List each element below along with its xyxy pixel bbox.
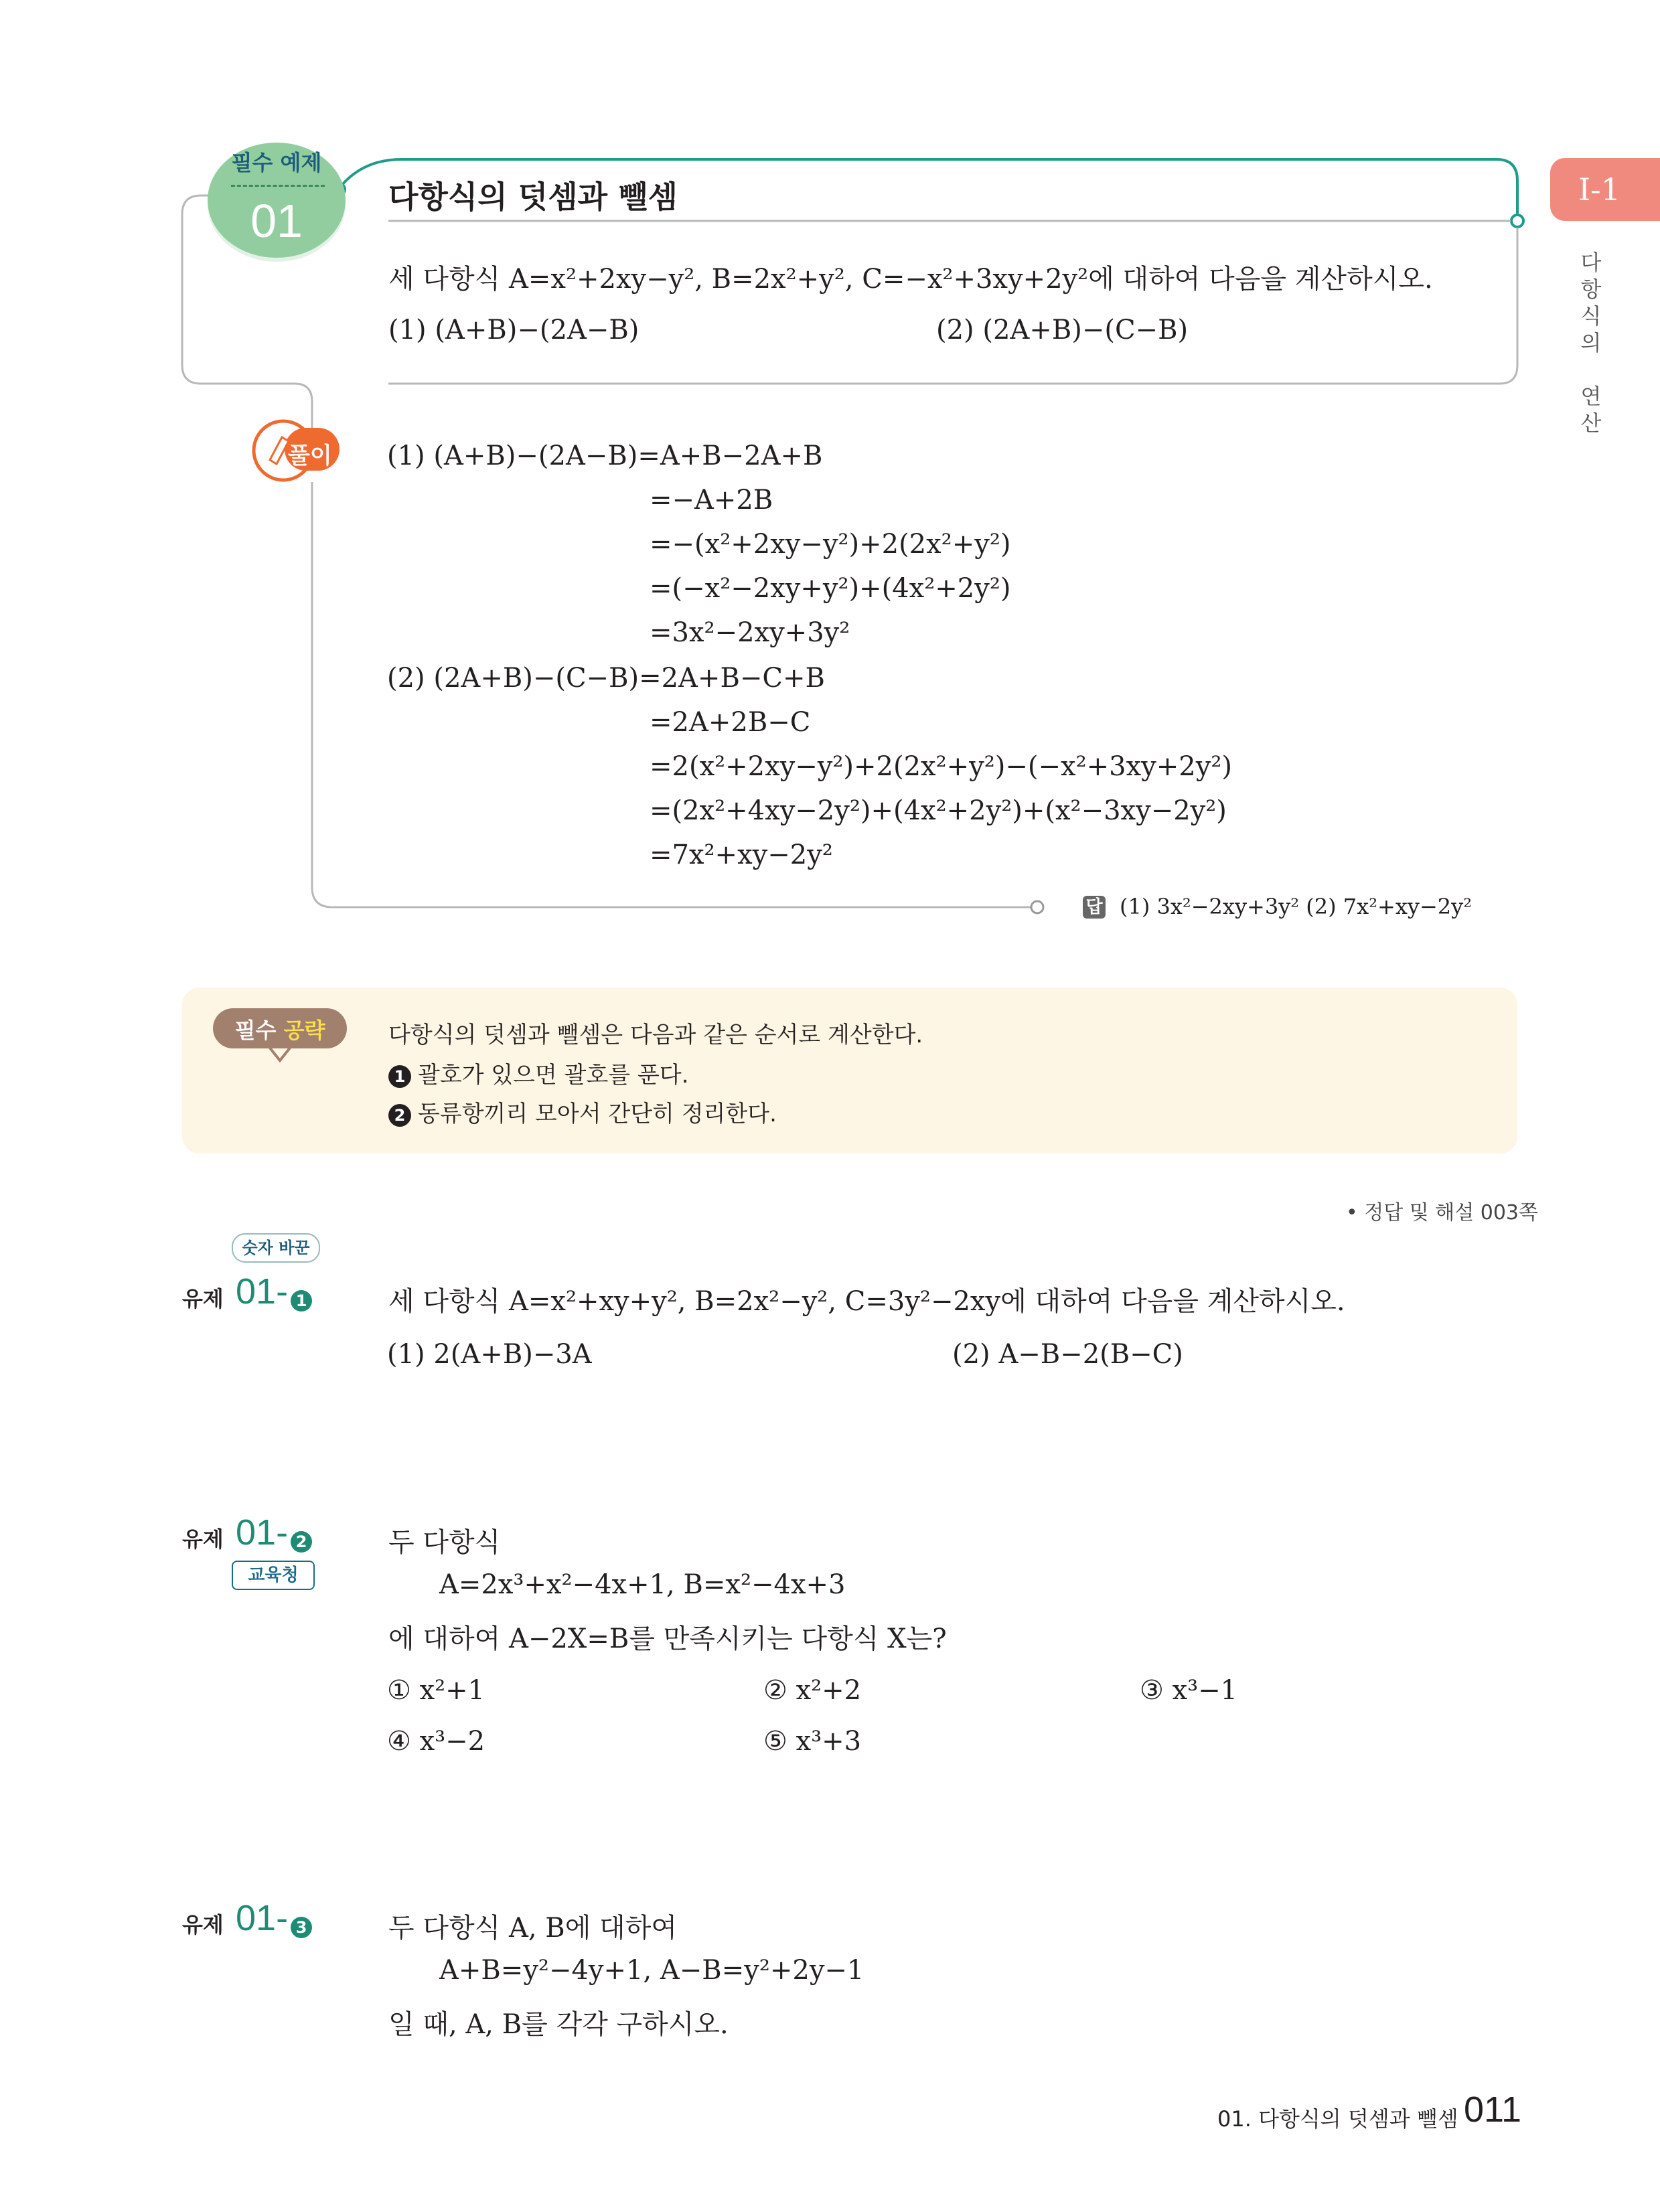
yuje3-line3: 일 때, A, B를 각각 구하시오.	[388, 2009, 729, 2040]
choice: ③ x³−1	[1140, 1675, 1238, 1706]
badge-divider	[231, 185, 325, 191]
tip-pointer-icon	[267, 1046, 293, 1064]
chapter-tab-label: I-1	[1578, 171, 1620, 208]
solution-line: (1) (A+B)−(2A−B)=A+B−2A+B	[387, 441, 823, 471]
solution-line: =3x²−2xy+3y²	[650, 617, 850, 648]
variant-tag: 숫자 바꾼	[232, 1233, 320, 1263]
yuje3-line1: 두 다항식 A, B에 대하여	[388, 1913, 677, 1944]
solution-line: =2A+2B−C	[650, 707, 811, 738]
choice: ⑤ x³+3	[763, 1726, 862, 1757]
side-title-char: 산	[1580, 410, 1602, 436]
yuje2-line2: A=2x³+x²−4x+1, B=x²−4x+3	[439, 1569, 846, 1600]
yuje-number: 01- 2	[236, 1512, 312, 1553]
choice: ① x²+1	[387, 1675, 485, 1706]
example-number: 01	[250, 195, 303, 247]
choice: ② x²+2	[763, 1675, 862, 1706]
example-title: 다항식의 덧셈과 뺄셈	[388, 179, 678, 215]
tip-box	[182, 988, 1517, 1154]
side-title-char: 의	[1580, 330, 1602, 356]
tip-badge-label: 필수 공략	[234, 1018, 325, 1043]
solution-line: =2(x²+2xy−y²)+2(2x²+y²)−(−x²+3xy+2y²)	[650, 751, 1232, 782]
yuje1-q2: (2) A−B−2(B−C)	[952, 1339, 1183, 1370]
page-number: 011	[1464, 2089, 1522, 2130]
side-title-char: 식	[1580, 303, 1602, 329]
tip-step-1: 1 괄호가 있으면 괄호를 푼다.	[388, 1056, 689, 1089]
solution-label: 풀이	[288, 443, 332, 469]
yuje2-line3: 에 대하여 A−2X=B를 만족시키는 다항식 X는?	[388, 1624, 947, 1654]
tip-step-2: 2 동류항끼리 모아서 간단히 정리한다.	[388, 1095, 777, 1128]
solution-line: =7x²+xy−2y²	[650, 840, 833, 870]
yuje2-line1: 두 다항식	[388, 1527, 501, 1558]
solution-line: =−(x²+2xy−y²)+2(2x²+y²)	[650, 529, 1011, 560]
yuje-label: 유제	[182, 1912, 224, 1938]
yuje1-problem: 세 다항식 A=x²+xy+y², B=2x²−y², C=3y²−2xy에 대하여 다음을 계산하시오.	[388, 1286, 1345, 1317]
side-title-char: 항	[1580, 276, 1602, 302]
yuje-label: 유제	[182, 1526, 224, 1552]
solution-line: =−A+2B	[650, 485, 773, 516]
example-badge-label: 필수 예제	[231, 150, 322, 175]
yuje1-q1: (1) 2(A+B)−3A	[387, 1339, 592, 1370]
answer-reference: • 정답 및 해설 003쪽	[1346, 1201, 1538, 1224]
example-q1: (1) (A+B)−(2A−B)	[388, 315, 639, 345]
yuje-number: 01- 1	[236, 1271, 312, 1312]
solution-line: (2) (2A+B)−(C−B)=2A+B−C+B	[387, 663, 825, 694]
example-q2: (2) (2A+B)−(C−B)	[936, 315, 1189, 345]
solution-line: =(−x²−2xy+y²)+(4x²+2y²)	[650, 573, 1011, 604]
answer-badge: 답	[1083, 896, 1106, 919]
yuje-number: 01- 3	[236, 1897, 312, 1939]
side-title-char: 다	[1580, 250, 1602, 275]
answer-text: (1) 3x²−2xy+3y² (2) 7x²+xy−2y²	[1120, 894, 1473, 919]
example-problem: 세 다항식 A=x²+2xy−y², B=2x²+y², C=−x²+3xy+2y²에 대하여 다음을 계산하시오.	[388, 264, 1433, 295]
yuje-label: 유제	[182, 1286, 224, 1312]
side-title-char: 연	[1580, 384, 1602, 409]
solution-line: =(2x²+4xy−2y²)+(4x²+2y²)+(x²−3xy−2y²)	[650, 795, 1227, 826]
choice: ④ x³−2	[387, 1726, 485, 1757]
tip-intro: 다항식의 덧셈과 뺄셈은 다음과 같은 순서로 계산한다.	[388, 1022, 923, 1048]
footer-section: 01. 다항식의 덧셈과 뺄셈	[1217, 2106, 1458, 2132]
yuje3-line2: A+B=y²−4y+1, A−B=y²+2y−1	[439, 1955, 864, 1986]
source-tag: 교육청	[232, 1561, 315, 1590]
